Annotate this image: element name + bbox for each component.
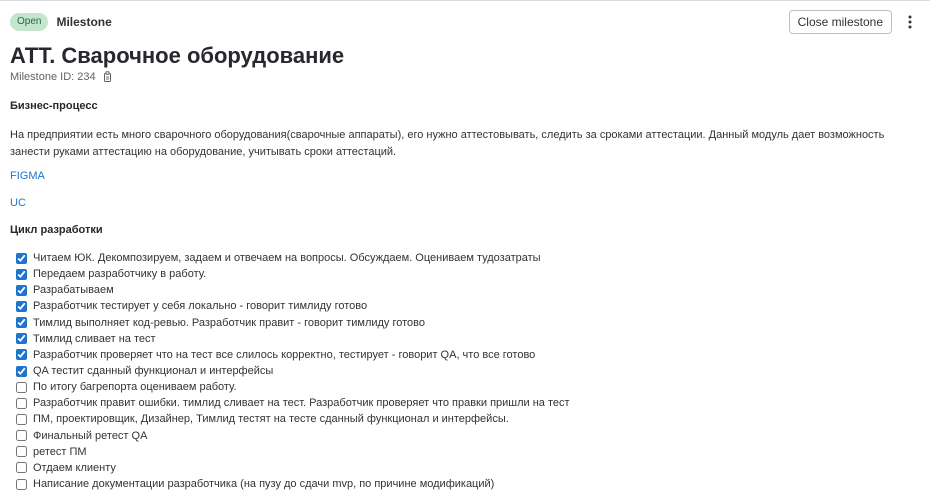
checklist-item	[16, 282, 570, 298]
top-border	[0, 0, 930, 1]
checklist-item	[16, 395, 570, 411]
dev-cycle-title: Цикл разработки	[10, 224, 103, 236]
checklist-checkbox[interactable]	[16, 366, 27, 377]
checklist-checkbox[interactable]	[16, 285, 27, 296]
checklist-item	[16, 331, 570, 347]
figma-link[interactable]: FIGMA	[10, 170, 45, 182]
checklist-checkbox[interactable]	[16, 317, 27, 328]
business-process-description: На предприятии есть много сварочного оборудования(сварочные аппараты), его нужно аттестовывать, следить за сроками аттестации. Данный модуль дает возможность занести руками аттестацию на оборудование, учитывать сроки аттестаций.	[10, 129, 885, 158]
checklist-checkbox[interactable]	[16, 333, 27, 344]
checklist-item-label: Читаем ЮК. Декомпозируем, задаем и отвечаем на вопросы. Обсуждаем. Оцениваем тудозатраты	[33, 252, 541, 265]
checklist-checkbox[interactable]	[16, 479, 27, 490]
close-milestone-button[interactable]: Close milestone	[789, 10, 892, 34]
checklist-item-label: Передаем разработчику в работу.	[33, 268, 207, 281]
checklist-checkbox[interactable]	[16, 382, 27, 393]
checklist-checkbox[interactable]	[16, 349, 27, 360]
checklist-item-label: ретест ПМ	[33, 445, 87, 458]
checklist-item	[16, 379, 570, 395]
header-type-label: Milestone	[56, 15, 112, 29]
checklist-item-label: Разрабатываем	[33, 284, 114, 297]
checklist-item	[16, 444, 570, 460]
milestone-header	[10, 10, 920, 34]
kebab-vertical-icon[interactable]	[900, 10, 920, 34]
page-title: АТТ. Сварочное оборудование	[10, 43, 345, 68]
dev-cycle-checklist	[16, 250, 570, 492]
checklist-item-label: Тимлид сливает на тест	[33, 332, 156, 345]
checklist-item	[16, 298, 570, 314]
checklist-item-label: ПМ, проектировщик, Дизайнер, Тимлид тестят на тесте сданный функционал и интерфейсы.	[33, 413, 509, 426]
checklist-item-label: Финальный ретест QA	[33, 429, 148, 442]
checklist-checkbox[interactable]	[16, 414, 27, 425]
checklist-item-label: QA тестит сданный функционал и интерфейсы	[33, 365, 274, 378]
checklist-checkbox[interactable]	[16, 253, 27, 264]
checklist-checkbox[interactable]	[16, 398, 27, 409]
checklist-checkbox[interactable]	[16, 462, 27, 473]
checklist-item	[16, 411, 570, 427]
checklist-checkbox[interactable]	[16, 269, 27, 280]
checklist-checkbox[interactable]	[16, 430, 27, 441]
checklist-checkbox[interactable]	[16, 446, 27, 457]
checklist-item	[16, 266, 570, 282]
checklist-item	[16, 347, 570, 363]
copy-icon[interactable]	[102, 71, 113, 83]
business-process-title: Бизнес-процесс	[10, 100, 98, 112]
checklist-item	[16, 428, 570, 444]
checklist-item-label: Разработчик правит ошибки. тимлид сливает на тест. Разработчик проверяет что правки пришли на тест	[33, 397, 570, 410]
checklist-item	[16, 460, 570, 476]
checklist-item-label: По итогу багрепорта оцениваем работу.	[33, 381, 237, 394]
milestone-id	[10, 70, 113, 84]
checklist-item	[16, 476, 570, 492]
checklist-item-label: Разработчик тестирует у себя локально - говорит тимлиду готово	[33, 300, 368, 313]
milestone-id-label: Milestone ID: 234	[10, 71, 96, 83]
checklist-item	[16, 363, 570, 379]
status-badge: Open	[10, 13, 48, 31]
checklist-item-label: Тимлид выполняет код-ревью. Разработчик правит - говорит тимлиду готово	[33, 316, 426, 329]
checklist-item-label: Отдаем клиенту	[33, 461, 116, 474]
checklist-checkbox[interactable]	[16, 301, 27, 312]
uc-link[interactable]: UC	[10, 197, 26, 209]
checklist-item	[16, 315, 570, 331]
checklist-item	[16, 250, 570, 266]
checklist-item-label: Разработчик проверяет что на тест все слилось корректно, тестирует - говорит QA, что все готово	[33, 348, 536, 361]
checklist-item-label: Написание документации разработчика (на пузу до сдачи mvp, по причине модификаций)	[33, 478, 495, 491]
